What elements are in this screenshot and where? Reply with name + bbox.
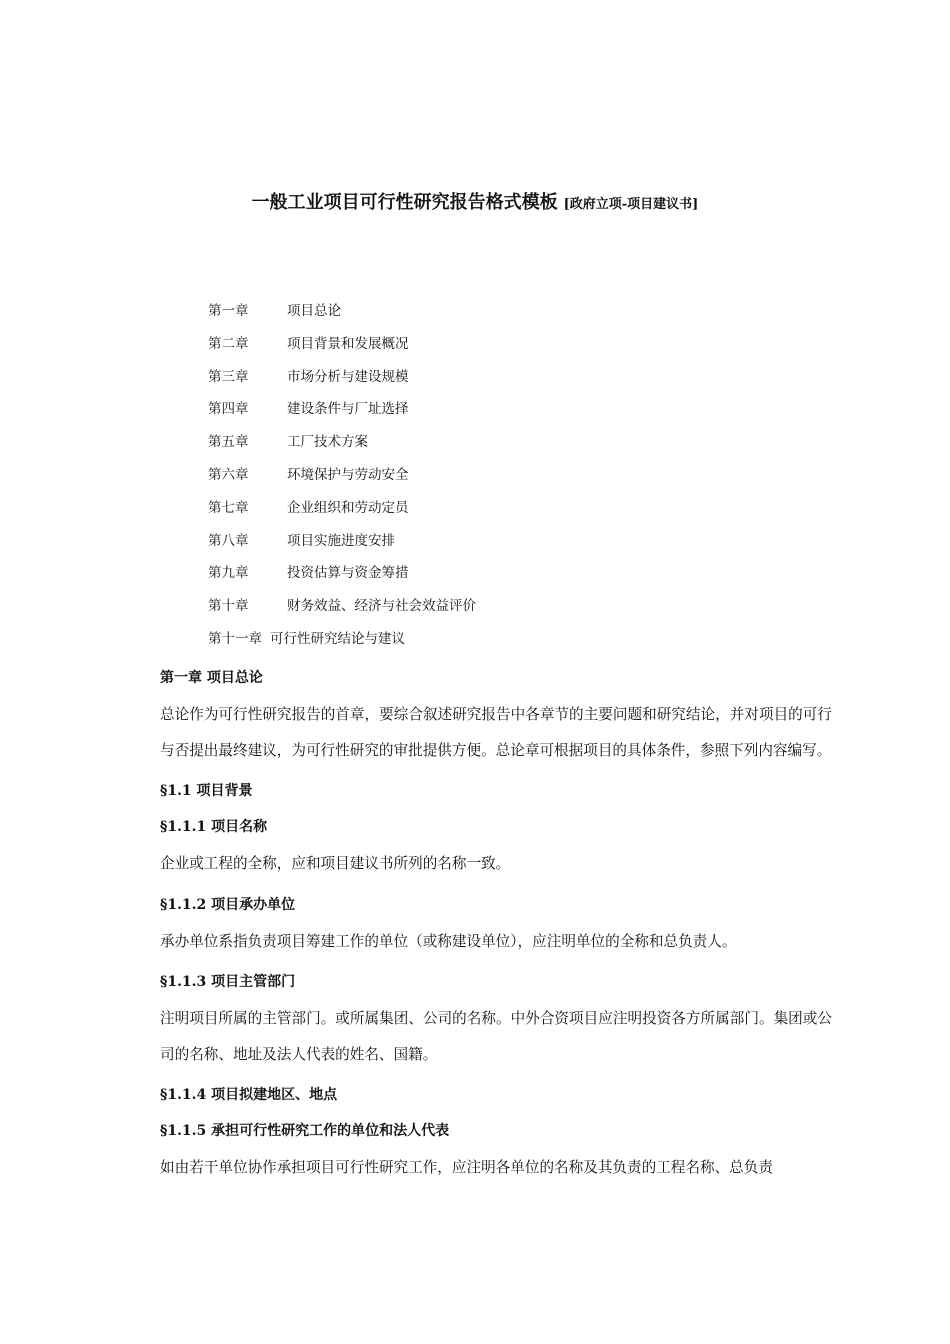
toc-item xyxy=(208,594,728,627)
table-of-contents xyxy=(208,299,728,660)
toc-item xyxy=(208,299,728,332)
document-title-subtitle: [政府立项-项目建议书] xyxy=(563,197,699,212)
toc-chapter-title: 环境保护与劳动安全 xyxy=(287,466,409,483)
toc-chapter-number: 第五章 xyxy=(208,434,249,451)
toc-chapter-number: 第十一章 xyxy=(208,630,262,647)
chapter-heading: 第一章 项目总论 xyxy=(160,670,263,686)
toc-chapter-number: 第三章 xyxy=(208,368,249,385)
subsection-heading: §1.1.4 项目拟建地区、地点 xyxy=(160,1087,338,1103)
toc-item xyxy=(208,463,728,496)
toc-item xyxy=(208,561,728,594)
document-title xyxy=(0,188,950,214)
toc-chapter-number: 第十章 xyxy=(208,598,249,615)
toc-item xyxy=(208,496,728,529)
subsection-heading: §1.1.1 项目名称 xyxy=(160,819,268,835)
toc-item xyxy=(208,365,728,398)
body-paragraph: 企业或工程的全称，应和项目建议书所列的名称一致。 xyxy=(160,855,511,872)
toc-chapter-number: 第一章 xyxy=(208,303,249,319)
body-paragraph: 承办单位系指负责项目筹建工作的单位（或称建设单位），应注明单位的全称和总负责人。 xyxy=(160,932,737,950)
toc-item xyxy=(208,430,728,463)
toc-item xyxy=(208,529,728,562)
body-paragraph: 注明项目所属的主管部门。或所属集团、公司的名称。中外合资项目应注明投资各方所属部门。集团或公司的名称、地址及法人代表的姓名、国籍。 xyxy=(160,1010,832,1063)
section-heading: §1.1 项目背景 xyxy=(160,783,253,799)
toc-chapter-title: 财务效益、经济与社会效益评价 xyxy=(287,598,476,615)
toc-item xyxy=(208,332,728,365)
toc-item xyxy=(208,397,728,430)
subsection-heading: §1.1.3 项目主管部门 xyxy=(160,974,296,990)
toc-chapter-number: 第八章 xyxy=(208,532,249,549)
toc-chapter-title: 市场分析与建设规模 xyxy=(287,368,409,385)
body-paragraph: 总论作为可行性研究报告的首章，要综合叙述研究报告中各章节的主要问题和研究结论，并对项目的可行与否提出最终建议，为可行性研究的审批提供方便。总论章可根据项目的具体条件，参照下列内容编写。 xyxy=(160,706,832,759)
toc-chapter-title: 可行性研究结论与建议 xyxy=(270,630,405,647)
toc-chapter-title: 工厂技术方案 xyxy=(287,434,368,451)
document-body xyxy=(160,668,832,1186)
toc-chapter-number: 第四章 xyxy=(208,401,249,418)
toc-chapter-number: 第七章 xyxy=(208,499,249,516)
toc-chapter-title: 项目实施进度安排 xyxy=(287,532,395,549)
toc-chapter-title: 建设条件与厂址选择 xyxy=(287,401,409,418)
subsection-heading: §1.1.2 项目承办单位 xyxy=(160,896,296,913)
toc-chapter-number: 第六章 xyxy=(208,466,249,483)
document-title-main: 一般工业项目可行性研究报告格式模板 xyxy=(251,192,558,213)
toc-chapter-title: 投资估算与资金筹措 xyxy=(287,565,409,582)
toc-chapter-title: 项目背景和发展概况 xyxy=(287,335,409,352)
subsection-heading: §1.1.5 承担可行性研究工作的单位和法人代表 xyxy=(160,1123,450,1139)
body-paragraph: 如由若干单位协作承担项目可行性研究工作，应注明各单位的名称及其负责的工程名称、总负责 xyxy=(160,1159,773,1176)
toc-item xyxy=(208,627,728,660)
toc-chapter-title: 企业组织和劳动定员 xyxy=(287,499,409,516)
toc-chapter-title: 项目总论 xyxy=(287,303,341,319)
toc-chapter-number: 第九章 xyxy=(208,565,249,582)
toc-chapter-number: 第二章 xyxy=(208,335,249,352)
